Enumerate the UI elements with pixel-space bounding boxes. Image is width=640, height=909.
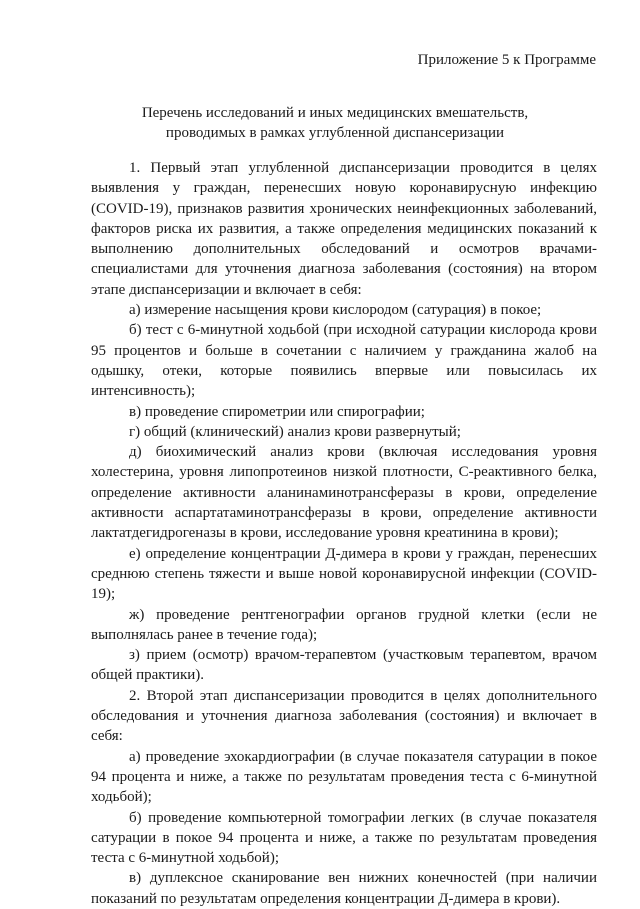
title-line-1: Перечень исследований и иных медицинских вмешательств, [141,105,529,121]
list-item-duplex-scan: в) дуплексное сканирование вен нижних конечностей (при наличии показаний по результатам определения концентрации Д-димера в крови). [91,870,597,907]
list-item-blood-test: г) общий (клинический) анализ крови развернутый; [129,423,461,440]
paragraph-stage-2-intro: 2. Второй этап диспансеризации проводится в целях дополнительного обследования и уточнения диагноза заболевания (состояния) и включает в себя: [91,687,597,745]
appendix-header: Приложение 5 к Программе [417,52,596,68]
title-line-2: проводимых в рамках углубленной диспансеризации [165,125,505,141]
list-item-ct-scan: б) проведение компьютерной томографии легких (в случае показателя сатурации в покое 94 процента и ниже, а также по результатам проведения теста с 6-минутной ходьбой); [91,809,597,867]
list-item-therapist: з) прием (осмотр) врачом-терапевтом (участковым терапевтом, врачом общей практики). [91,647,597,684]
list-item-d-dimer: е) определение концентрации Д-димера в крови у граждан, перенесших среднюю степень тяжести и выше новой коронавирусной инфекции (COVID-19); [91,545,597,603]
list-item-biochemistry: д) биохимический анализ крови (включая исследования уровня холестерина, уровня липопротеинов низкой плотности, С-реактивного белка, определение активности аланинаминотрансферазы в крови, определение активности аспартатаминотрансферазы в крови, определение активности лактатдегидрогеназы в крови, исследование уровня креатинина в крови); [91,444,597,542]
document-title [70,103,600,143]
paragraph-stage-1-intro: 1. Первый этап углубленной диспансеризации проводится в целях выявления у граждан, перенесших новую коронавирусную инфекцию (COVID-19), признаков развития хронических неинфекционных заболеваний, факторов риска их развития, а также определения медицинских показаний к выполнению дополнительных обследований и осмотров врачами-специалистами для уточнения диагноза заболевания (состояния) на втором этапе диспансеризации и включает в себя: [91,160,597,298]
list-item-spirometry: в) проведение спирометрии или спирографии; [129,403,425,420]
document-body [91,158,597,909]
list-item-walk-test: б) тест с 6-минутной ходьбой (при исходной сатурации кислорода крови 95 процентов и больше в сочетании с наличием у гражданина жалоб на одышку, отеки, которые появились впервые или повысилась их интенсивность); [91,322,597,400]
list-item-x-ray: ж) проведение рентгенографии органов грудной клетки (если не выполнялась ранее в течение года); [91,606,597,643]
list-item-saturation: а) измерение насыщения крови кислородом (сатурация) в покое; [129,302,542,319]
list-item-echocardiography: а) проведение эхокардиографии (в случае показателя сатурации в покое 94 процента и ниже, а также по результатам проведения теста с 6-минутной ходьбой); [91,748,597,806]
